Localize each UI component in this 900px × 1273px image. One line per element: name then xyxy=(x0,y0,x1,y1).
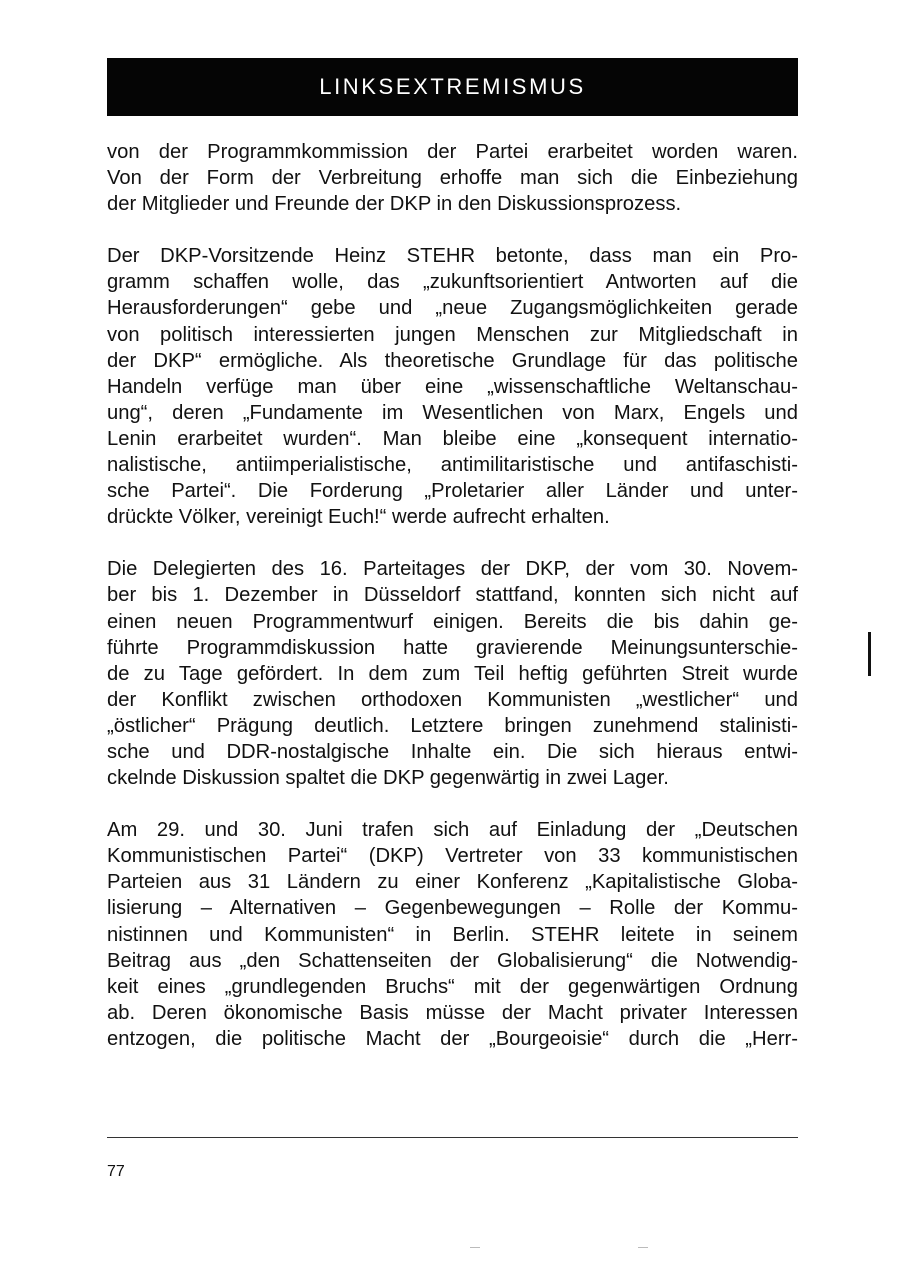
page-number: 77 xyxy=(107,1163,125,1180)
paragraph-1 xyxy=(107,139,798,217)
footer-divider xyxy=(107,1137,798,1138)
text-line: Beitrag aus „den Schattenseiten der Globalisierung“ die Notwendig- xyxy=(107,949,798,972)
text-line: Der DKP-Vorsitzende Heinz STEHR betonte, dass man ein Pro- xyxy=(107,245,798,268)
text-line: Lenin erarbeitet wurden“. Man bleibe eine „konsequent internatio- xyxy=(107,427,798,450)
text-line: von der Programmkommission der Partei erarbeitet worden waren. xyxy=(107,141,798,163)
scan-artifact xyxy=(638,1247,648,1248)
text-line: ber bis 1. Dezember in Düsseldorf stattfand, konnten sich nicht auf xyxy=(107,584,798,607)
margin-change-bar xyxy=(868,632,871,676)
text-line: Handeln verfüge man über eine „wissenschaftliche Weltanschau- xyxy=(107,375,798,398)
text-line: entzogen, die politische Macht der „Bourgeoisie“ durch die „Herr- xyxy=(107,1027,798,1050)
paragraph-4 xyxy=(107,817,798,1052)
paragraph-2 xyxy=(107,243,798,530)
section-header xyxy=(107,58,798,116)
text-line: keit eines „grundlegenden Bruchs“ mit der gegenwärtigen Ordnung xyxy=(107,975,798,998)
text-line: sche Partei“. Die Forderung „Proletarier aller Länder und unter- xyxy=(107,480,798,503)
text-line: einen neuen Programmentwurf einigen. Bereits die bis dahin ge- xyxy=(107,610,798,633)
text-line: lisierung – Alternativen – Gegenbewegungen – Rolle der Kommu- xyxy=(107,897,798,920)
text-line: nistinnen und Kommunisten“ in Berlin. STEHR leitete in seinem xyxy=(107,923,798,946)
text-line: von politisch interessierten jungen Menschen zur Mitgliedschaft in xyxy=(107,323,798,346)
text-line: Parteien aus 31 Ländern zu einer Konferenz „Kapitalistische Globa- xyxy=(107,871,798,894)
text-line: Kommunistischen Partei“ (DKP) Vertreter von 33 kommunistischen xyxy=(107,845,798,868)
text-line: „östlicher“ Prägung deutlich. Letztere bringen zunehmend stalinisti- xyxy=(107,714,798,737)
text-line: Am 29. und 30. Juni trafen sich auf Einladung der „Deutschen xyxy=(107,819,798,842)
text-line: Von der Form der Verbreitung erhoffe man sich die Einbeziehung xyxy=(107,167,798,190)
text-line: ckelnde Diskussion spaltet die DKP gegenwärtig in zwei Lager. xyxy=(107,767,669,790)
text-line: der Mitglieder und Freunde der DKP in den Diskussionsprozess. xyxy=(107,193,682,216)
paragraph-3 xyxy=(107,556,798,791)
text-line: drückte Völker, vereinigt Euch!“ werde aufrecht erhalten. xyxy=(107,506,610,529)
text-line: Die Delegierten des 16. Parteitages der DKP, der vom 30. Novem- xyxy=(107,558,798,581)
text-line: de zu Tage gefördert. In dem zum Teil heftig geführten Streit wurde xyxy=(107,662,798,685)
text-line: ung“, deren „Fundamente im Wesentlichen von Marx, Engels und xyxy=(107,401,798,424)
text-line: der Konflikt zwischen orthodoxen Kommunisten „westlicher“ und xyxy=(107,688,798,711)
text-line: der DKP“ ermögliche. Als theoretische Grundlage für das politische xyxy=(107,349,798,372)
text-line: nalistische, antiimperialistische, antimilitaristische und antifaschisti- xyxy=(107,454,798,477)
text-line: Herausforderungen“ gebe und „neue Zugangsmöglichkeiten gerade xyxy=(107,297,798,320)
body-text xyxy=(107,139,798,1078)
text-line: gramm schaffen wolle, das „zukunftsorientiert Antworten auf die xyxy=(107,271,798,294)
text-line: ab. Deren ökonomische Basis müsse der Macht privater Interessen xyxy=(107,1001,798,1024)
section-title: LINKSEXTREMISMUS xyxy=(319,74,586,99)
scan-artifact xyxy=(470,1247,480,1248)
text-line: führte Programmdiskussion hatte gravierende Meinungsunterschie- xyxy=(107,636,798,659)
text-line: sche und DDR-nostalgische Inhalte ein. Die sich hieraus entwi- xyxy=(107,740,798,763)
